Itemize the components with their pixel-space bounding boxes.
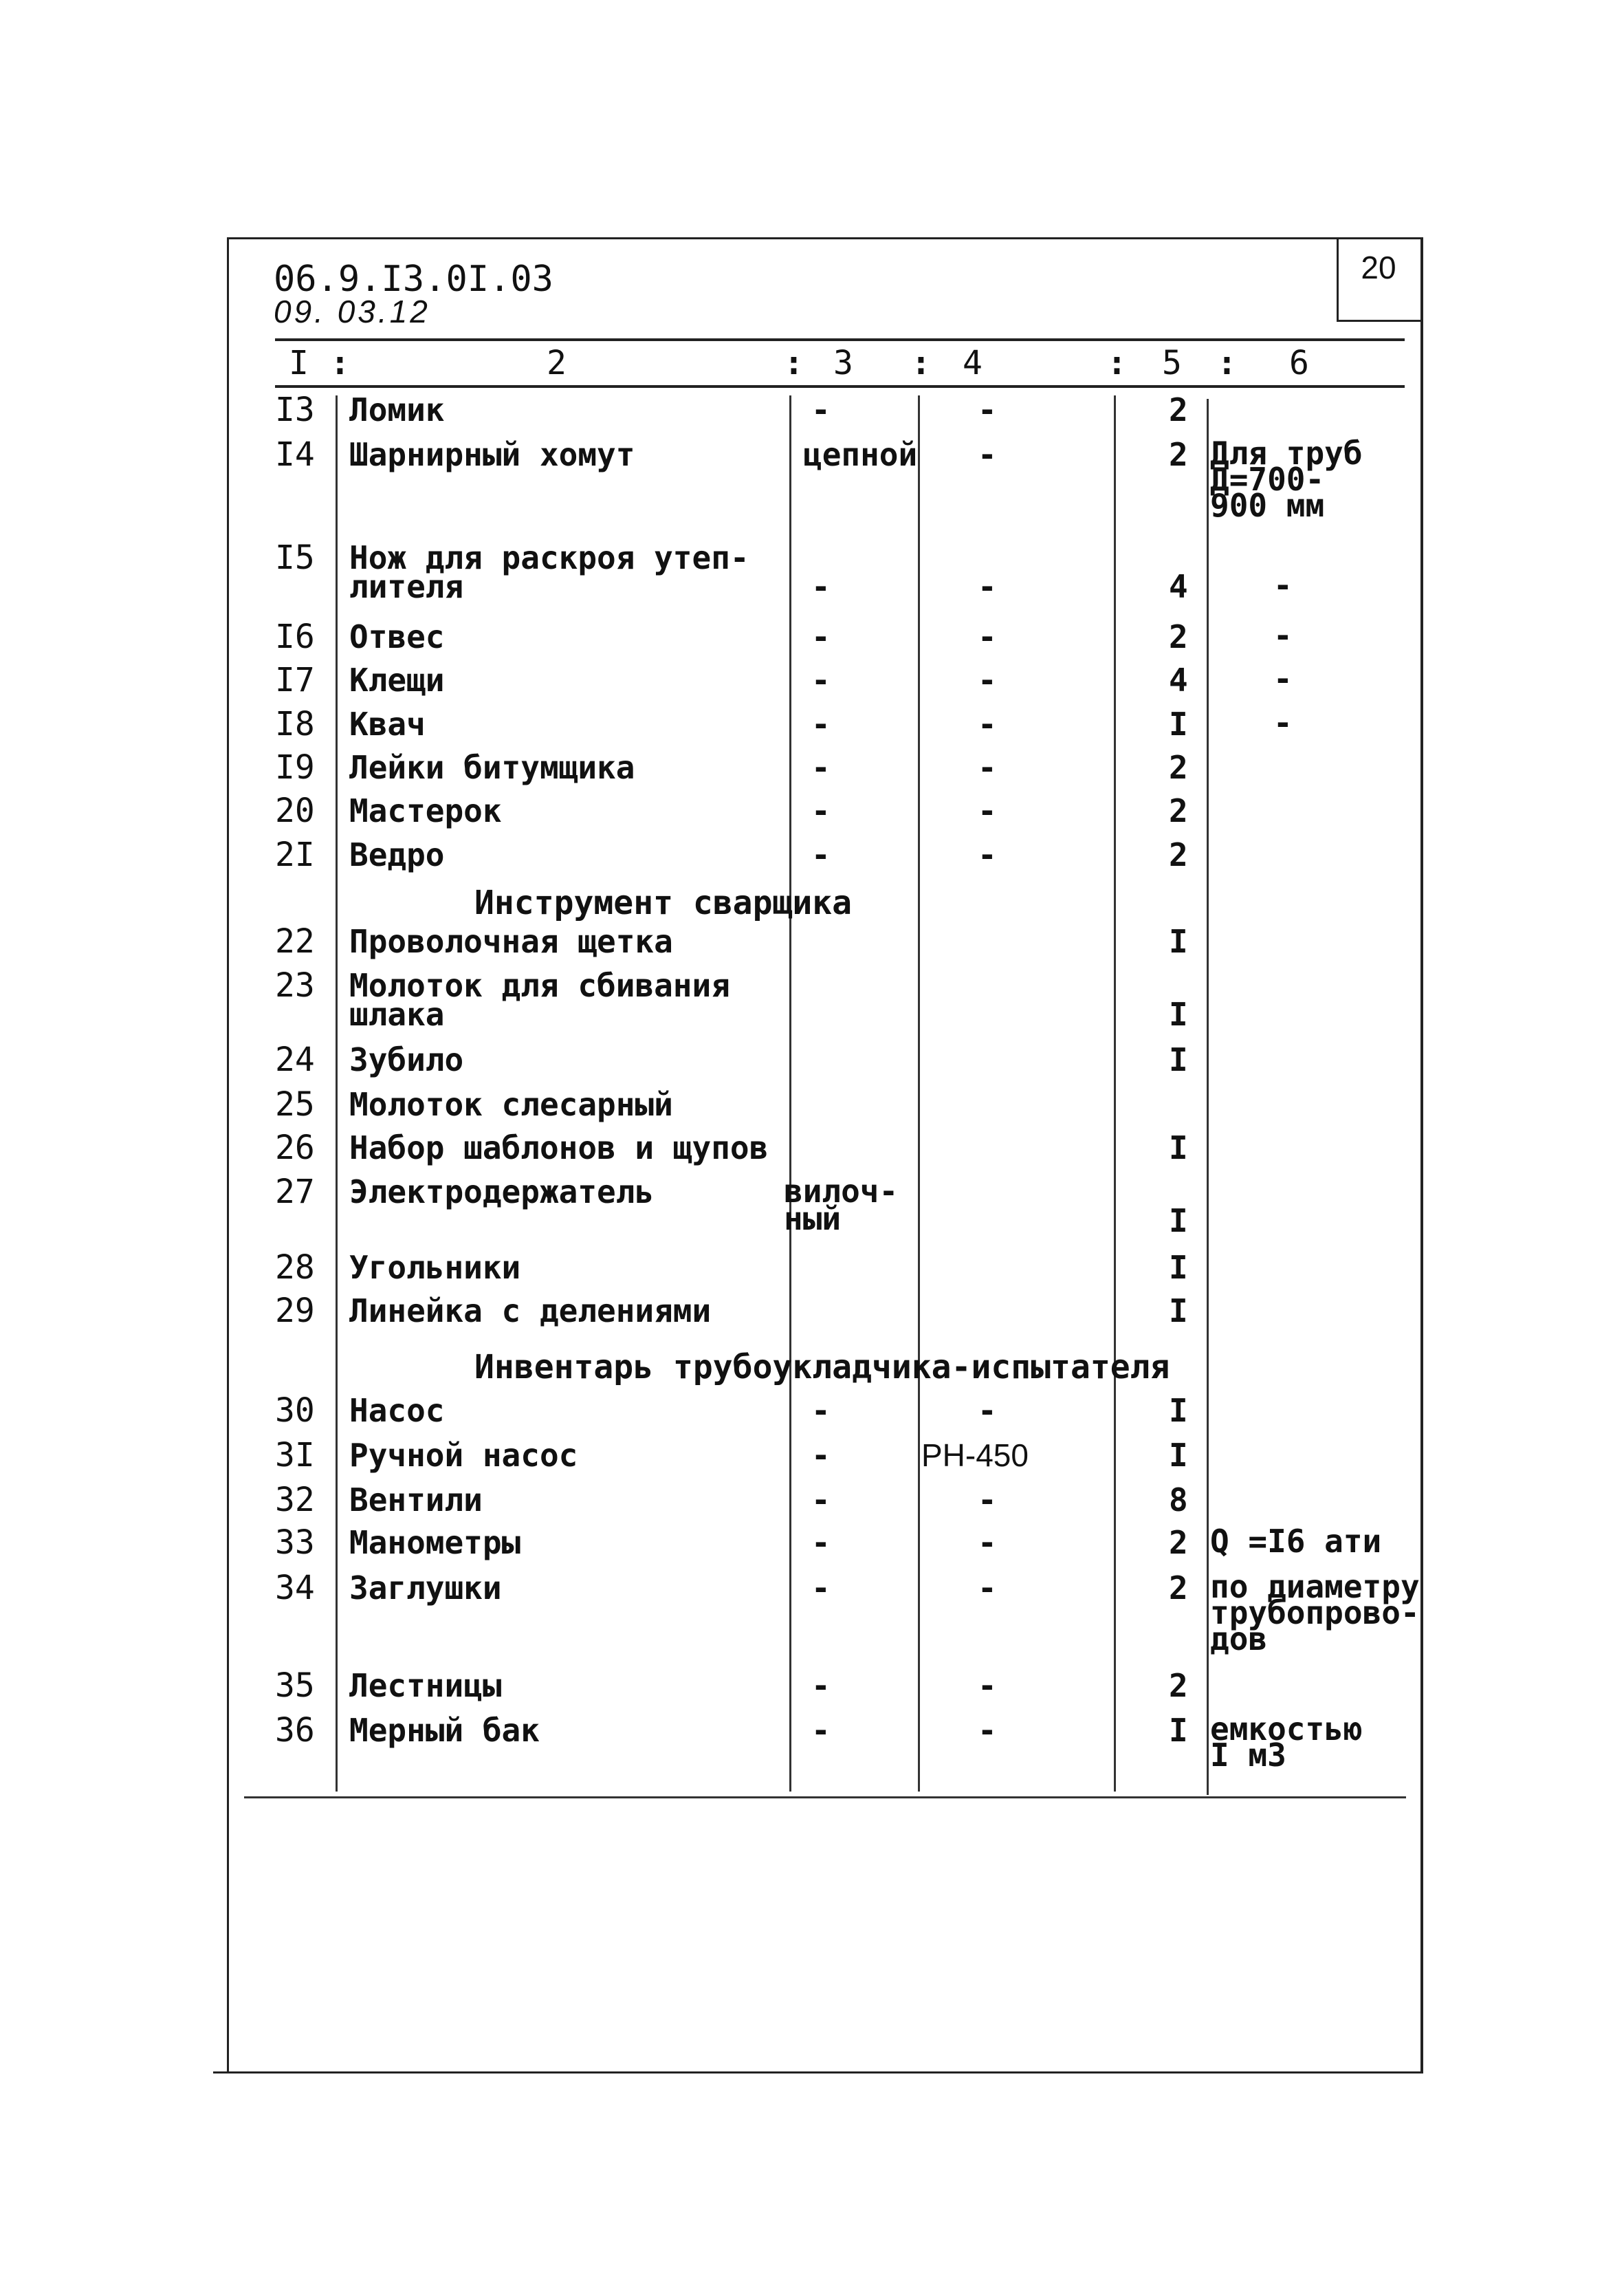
col6-note — [1210, 435, 1363, 524]
col4-value: - — [978, 1524, 997, 1561]
col4-value: - — [978, 1392, 997, 1429]
col4-value: - — [978, 1712, 997, 1749]
item-name — [349, 539, 749, 605]
col5-quantity: 2 — [1169, 1569, 1188, 1607]
col4-value: - — [978, 749, 997, 786]
item-name-line: Молоток слесарный — [349, 1086, 673, 1123]
col6-note-line: I м3 — [1210, 1737, 1286, 1774]
item-name-line: Квач — [349, 706, 426, 743]
item-name-line: Зубило — [349, 1041, 464, 1078]
item-name — [349, 792, 502, 829]
col-separator: : — [784, 344, 804, 382]
item-name — [349, 1437, 578, 1474]
col-separator: : — [330, 344, 350, 382]
row-number: 36 — [275, 1711, 315, 1750]
document-code: 06.9.I3.0I.03 — [274, 259, 553, 300]
col5-quantity: 2 — [1169, 618, 1188, 655]
col3-value: - — [811, 662, 831, 699]
col3-value: цепной — [803, 436, 918, 473]
col3-value: - — [811, 749, 831, 786]
col6-note-line: емкостью — [1210, 1710, 1363, 1748]
col3-value: - — [811, 1481, 831, 1519]
item-name-line: Ломик — [349, 391, 445, 428]
item-name — [349, 1712, 540, 1749]
col6-note-line: по диаметру — [1210, 1568, 1420, 1605]
col3-value: - — [811, 1524, 831, 1561]
col4-value: - — [978, 706, 997, 743]
col6-note-line: трубопрово- — [1210, 1594, 1420, 1631]
row-number: 34 — [275, 1569, 315, 1607]
item-name — [349, 662, 445, 699]
item-name — [349, 1086, 673, 1123]
item-name — [349, 706, 426, 743]
col6-note-line: - — [1273, 567, 1293, 604]
col3-value: - — [811, 1392, 831, 1429]
col6-note-line: 900 мм — [1210, 487, 1325, 524]
row-number: 24 — [275, 1041, 315, 1079]
col3-value: - — [811, 1667, 831, 1704]
col6-note-line: Для труб — [1210, 435, 1363, 472]
item-name — [349, 1292, 712, 1329]
item-name-line: Заглушки — [349, 1569, 502, 1607]
col4-value: PH-450 — [921, 1437, 1029, 1473]
col5-quantity: I — [1169, 1292, 1188, 1329]
col3-value: - — [811, 792, 831, 829]
col4-value: - — [978, 836, 997, 873]
row-number: I6 — [275, 618, 315, 656]
header-line-top — [275, 338, 1405, 341]
col3-value: - — [811, 568, 831, 605]
col-header-3: 3 — [833, 344, 853, 382]
col6-note — [1210, 1568, 1420, 1657]
item-name — [349, 1569, 502, 1607]
col5-quantity: 2 — [1169, 391, 1188, 428]
item-name-line: Угольники — [349, 1249, 521, 1286]
col4-value: - — [978, 391, 997, 428]
col-separator: : — [1107, 344, 1127, 382]
col-line-2 — [789, 395, 791, 1792]
col-line-4 — [1114, 395, 1116, 1792]
item-name-line: Электродержатель — [349, 1173, 655, 1210]
item-name-line: Линейка с делениями — [349, 1292, 712, 1329]
col6-note-line: дов — [1210, 1620, 1268, 1657]
col6-note — [1273, 567, 1293, 604]
item-name-line: Проволочная щетка — [349, 923, 673, 960]
col5-quantity: I — [1169, 1392, 1188, 1429]
row-number: I8 — [275, 705, 315, 743]
item-name — [349, 1129, 769, 1166]
item-name — [349, 618, 445, 655]
item-name-line: Мерный бак — [349, 1712, 540, 1749]
col5-quantity: 2 — [1169, 836, 1188, 873]
col-header-1: I — [289, 344, 309, 382]
col5-quantity: 2 — [1169, 436, 1188, 473]
row-number: 35 — [275, 1666, 315, 1705]
col-header-6: 6 — [1289, 344, 1309, 382]
col6-note — [1273, 704, 1293, 741]
item-name — [349, 1392, 445, 1429]
col4-value: - — [978, 1569, 997, 1607]
item-name — [349, 1667, 502, 1704]
col4-value: - — [978, 1667, 997, 1704]
col3-value: - — [811, 1437, 831, 1474]
item-name-line: Манометры — [349, 1524, 521, 1561]
col5-quantity: 2 — [1169, 1524, 1188, 1561]
col-line-1 — [336, 395, 338, 1792]
col6-note — [1273, 617, 1293, 654]
item-name — [349, 923, 673, 960]
page-number: 20 — [1361, 250, 1396, 285]
col5-quantity: I — [1169, 1249, 1188, 1286]
col4-value: - — [978, 618, 997, 655]
item-name-line: Ведро — [349, 836, 445, 873]
item-name-line: Насос — [349, 1392, 445, 1429]
item-name — [349, 391, 445, 428]
col6-note — [1210, 1523, 1382, 1560]
col3-value: - — [811, 1569, 831, 1607]
row-number: I9 — [275, 748, 315, 787]
item-name — [349, 749, 635, 786]
col5-quantity: 2 — [1169, 792, 1188, 829]
col-separator: : — [911, 344, 931, 382]
item-name — [349, 1524, 521, 1561]
item-name-line: шлака — [349, 996, 445, 1033]
col-line-5 — [1207, 399, 1209, 1795]
col4-value: - — [978, 792, 997, 829]
handwritten-code: 09. 03.12 — [274, 294, 430, 329]
item-name-line: Шарнирный хомут — [349, 436, 635, 473]
row-number: 25 — [275, 1085, 315, 1124]
row-number: 32 — [275, 1481, 315, 1519]
col5-quantity: I — [1169, 996, 1188, 1033]
col5-quantity: 8 — [1169, 1481, 1188, 1519]
col6-note-line: - — [1273, 617, 1293, 654]
frame-top — [227, 237, 1422, 239]
item-name — [349, 1481, 483, 1519]
col5-quantity: I — [1169, 706, 1188, 743]
item-name — [349, 967, 730, 1033]
col6-note — [1210, 1710, 1363, 1774]
item-name-line: лителя — [349, 568, 464, 605]
row-number: 29 — [275, 1292, 315, 1330]
row-number: 23 — [275, 966, 315, 1005]
row-number: 20 — [275, 792, 315, 830]
col4-value: - — [978, 436, 997, 473]
item-name — [349, 1041, 464, 1078]
col6-note-line: Д=700- — [1210, 461, 1325, 498]
row-number: 3I — [275, 1436, 315, 1474]
col3-value: - — [811, 1712, 831, 1749]
frame-right — [1420, 237, 1423, 2073]
item-name — [349, 1173, 655, 1210]
col5-quantity: I — [1169, 1202, 1188, 1239]
item-name-line: Молоток для сбивания — [349, 967, 730, 1004]
col5-quantity: 2 — [1169, 1667, 1188, 1704]
item-name — [349, 436, 635, 473]
col5-quantity: I — [1169, 1712, 1188, 1749]
row-number: 30 — [275, 1391, 315, 1430]
col4-value: - — [978, 568, 997, 605]
col4-value: - — [978, 1481, 997, 1519]
header-line-bottom — [275, 385, 1405, 388]
col5-quantity: 2 — [1169, 749, 1188, 786]
item-name — [349, 836, 445, 873]
row-number: I3 — [275, 391, 315, 429]
col3-value: вилоч- ный — [784, 1173, 899, 1237]
item-name — [349, 1249, 521, 1286]
row-number: 2I — [275, 836, 315, 874]
col-line-3 — [918, 395, 920, 1792]
col4-value: - — [978, 662, 997, 699]
item-name-line: Клещи — [349, 662, 445, 699]
col5-quantity: 4 — [1169, 568, 1188, 605]
row-number: I7 — [275, 661, 315, 699]
frame-left — [227, 237, 229, 2073]
item-name-line: Мастерок — [349, 792, 502, 829]
row-number: 33 — [275, 1523, 315, 1562]
frame-bottom — [213, 2071, 1423, 2073]
col-header-2: 2 — [547, 344, 567, 382]
col6-note-line: - — [1273, 704, 1293, 741]
item-name-line: Вентили — [349, 1481, 483, 1519]
col5-quantity: I — [1169, 1041, 1188, 1078]
col6-note-line: - — [1273, 660, 1293, 697]
col3-value: - — [811, 618, 831, 655]
section-heading: Инструмент сварщика — [474, 884, 853, 922]
row-number: 22 — [275, 922, 315, 961]
section-heading: Инвентарь трубоукладчика-испытателя — [474, 1348, 1170, 1386]
row-number: 28 — [275, 1248, 315, 1287]
table-bottom-rule — [244, 1796, 1406, 1798]
row-number: 27 — [275, 1173, 315, 1211]
item-name-line: Набор шаблонов и щупов — [349, 1129, 769, 1166]
item-name-line: Отвес — [349, 618, 445, 655]
item-name-line: Лестницы — [349, 1667, 502, 1704]
row-number: 26 — [275, 1129, 315, 1167]
col-separator: : — [1217, 344, 1237, 382]
row-number: I4 — [275, 435, 315, 474]
col3-value: - — [811, 836, 831, 873]
item-name-line: Нож для раскроя утеп- — [349, 539, 749, 576]
col5-quantity: 4 — [1169, 662, 1188, 699]
col6-note-line: Q =I6 ати — [1210, 1523, 1382, 1560]
row-number: I5 — [275, 538, 315, 577]
col5-quantity: I — [1169, 923, 1188, 960]
col5-quantity: I — [1169, 1129, 1188, 1166]
col-header-4: 4 — [963, 344, 983, 382]
col5-quantity: I — [1169, 1437, 1188, 1474]
col-header-5: 5 — [1162, 344, 1182, 382]
col3-value: - — [811, 391, 831, 428]
item-name-line: Лейки битумщика — [349, 749, 635, 786]
item-name-line: Ручной насос — [349, 1437, 578, 1474]
col6-note — [1273, 660, 1293, 697]
col3-value: - — [811, 706, 831, 743]
